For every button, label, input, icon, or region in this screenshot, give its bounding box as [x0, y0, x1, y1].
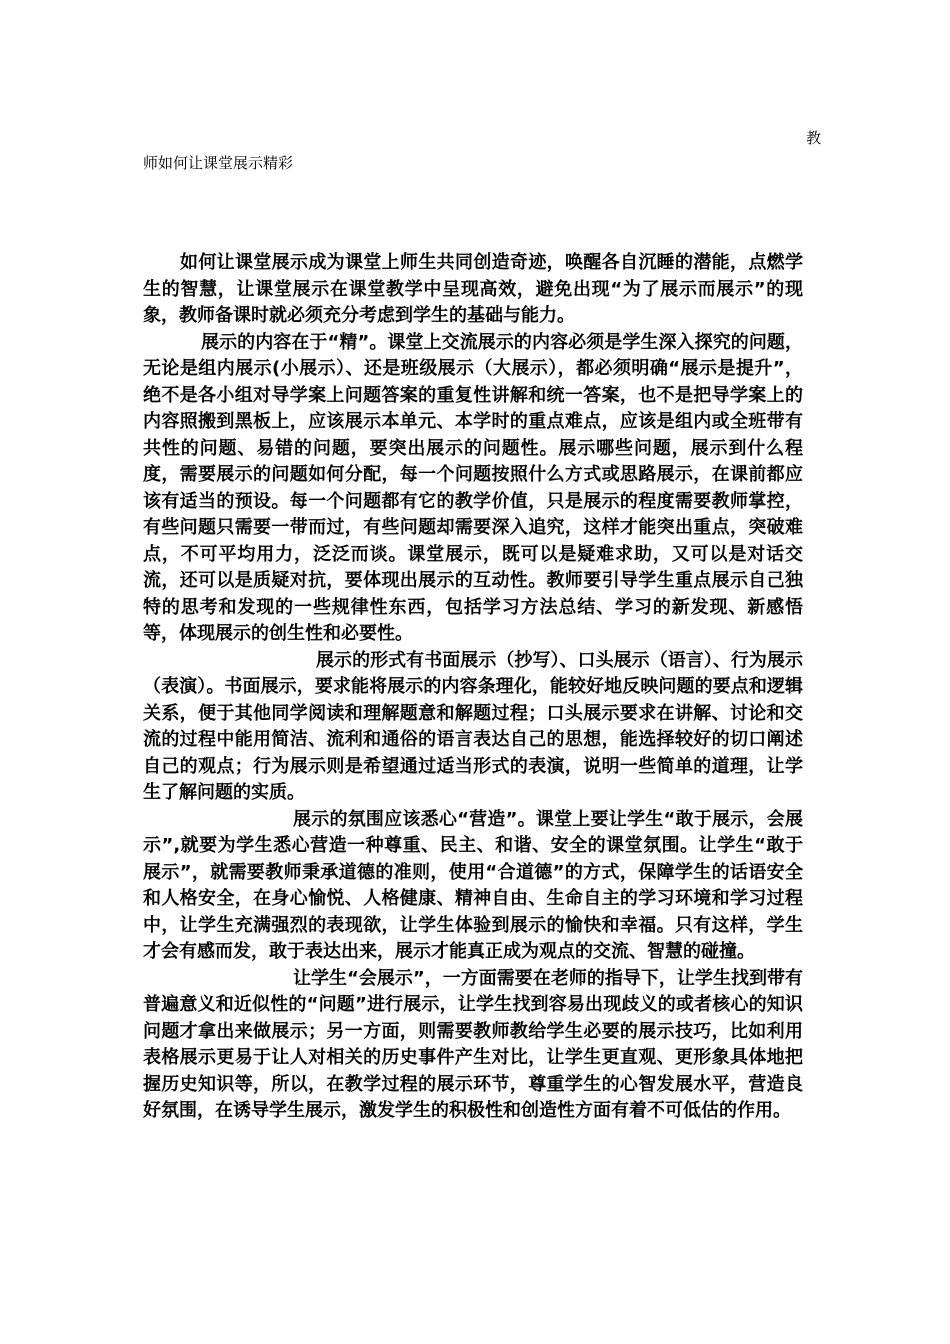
paragraph-intro: 如何让课堂展示成为课堂上师生共同创造奇迹，唤醒各自沉睡的潜能，点燃学生的智慧，让课堂展示在课堂教学中呈现高效，避免出现“为了展示而展示”的现象，教师备课时就必须充分考虑到学生的基础与能力。 [143, 252, 803, 326]
paragraph-content: 展示的内容在于“精”。课堂上交流展示的内容必须是学生深入探究的问题，无论是组内展示(小展示）、还是班级展示（大展示），都必须明确“展示是提升”，绝不是各小组对导学案上问题答案的重复性讲解和统一答案，也不是把导学案上的内容照搬到黑板上，应该展示本单元、本学时的重点难点，应该是组内或全班带有共性的问题、易错的问题，要突出展示的问题性。展示哪些问题，展示到什么程度，需要展示的问题如何分配，每一个问题按照什么方式或思路展示，在课前都应该有适当的预设。每一个问题都有它的教学价值，只是展示的程度需要教师掌控，有些问题只需要一带而过，有些问题却需要深入追究，这样才能突出重点，突破难点，不可平均用力，泛泛而谈。课堂展示，既可以是疑难求助，又可以是对话交流，还可以是质疑对抗，要体现出展示的互动性。教师要引导学生重点展示自己独特的思考和发现的一些规律性东西，包括学习方法总结、学习的新发现、新感悟等，体现展示的创生性和必要性。 [143, 331, 803, 644]
title-first-char: 教 [806, 129, 822, 147]
paragraph-atmosphere: 展示的氛围应该悉心“营造”。课堂上要让学生“敢于展示，会展示”,就要为学生悉心营造一种尊重、民主、和谐、安全的课堂氛围。让学生“敢于展示”，就需要教师秉承道德的准则，使用“合道德”的方式，保障学生的话语安全和人格安全，在身心愉悦、人格健康、精神自由、生命自主的学习环境和学习过程中，让学生充满强烈的表现欲，让学生体验到展示的愉快和幸福。只有这样，学生才会有感而发，敢于表达出来，展示才能真正成为观点的交流、智慧的碰撞。 [143, 808, 803, 962]
paragraph-skills: 让学生“会展示”，一方面需要在老师的指导下，让学生找到带有普遍意义和近似性的“问题”进行展示，让学生找到容易出现歧义的或者核心的知识问题才拿出来做展示；另一方面，则需要教师教给学生必要的展示技巧，比如利用表格展示更易于让人对相关的历史事件产生对比，让学生更直观、更形象具体地把握历史知识等，所以，在教学过程的展示环节，尊重学生的心智发展水平，营造良好氛围，在诱导学生展示，激发学生的积极性和创造性方面有着不可低估的作用。 [143, 967, 803, 1121]
paragraph-form: 展示的形式有书面展示（抄写）、口头展示（语言）、行为展示（表演）。书面展示，要求能将展示的内容条理化，能较好地反映问题的要点和逻辑关系，便于其他同学阅读和理解题意和解题过程；口头展示要求在讲解、讨论和交流的过程中能用简洁、流利和通俗的语言表达自己的思想，能选择较好的切口阐述自己的观点；行为展示则是希望通过适当形式的表演，说明一些简单的道理，让学生了解问题的实质。 [143, 649, 803, 803]
document-body [143, 250, 803, 1125]
page-title: 师如何让课堂展示精彩 [143, 154, 294, 172]
